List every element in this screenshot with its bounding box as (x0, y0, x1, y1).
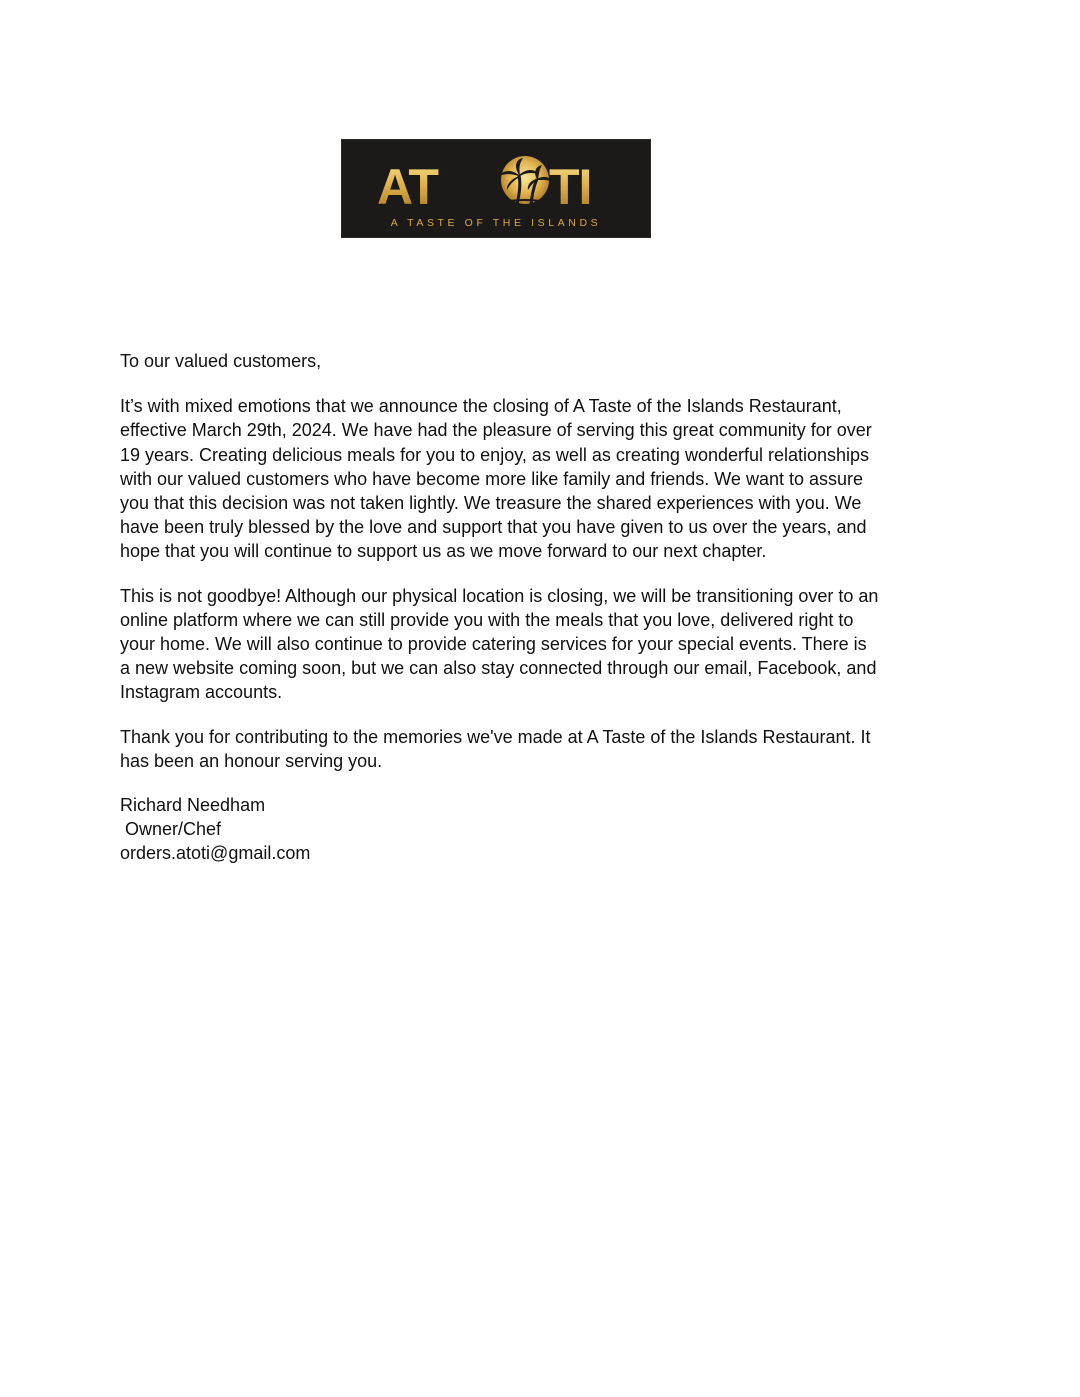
signature-block (120, 793, 880, 866)
signature-email: orders.atoti@gmail.com (120, 843, 311, 864)
signature-title: Owner/Chef (125, 819, 222, 840)
logo-letters-at: AT (377, 159, 438, 215)
letter-paragraph-thank-you: Thank you for contributing to the memories we've made at A Taste of the Islands Restaurant. It has been an honour serving you. (120, 726, 871, 771)
logo-letters-ti: TI (549, 159, 592, 215)
letter-paragraph-closing-announcement: It’s with mixed emotions that we announce the closing of A Taste of the Islands Restaurant, effective March 29th, 2024. We have had the pleasure of serving this great community for over 19 years. Creating delicious meals for you to enjoy, as well as creating wonderful relationships with our valued customers who have become more like family and friends. We want to assure you that this decision was not taken lightly. We treasure the shared experiences with you. We have been truly blessed by the love and support that you have given to us over the years, and hope that you will continue to support us as we move forward to our next chapter. (120, 396, 872, 562)
atoti-logo (341, 139, 651, 238)
signature-name: Richard Needham (120, 795, 266, 816)
atoti-logo-graphic (341, 139, 651, 238)
letter-greeting: To our valued customers, (120, 351, 322, 371)
sun-palm-icon (499, 156, 552, 205)
logo-tagline: A TASTE OF THE ISLANDS (390, 217, 602, 229)
letter-paragraph-online-transition: This is not goodbye! Although our physical location is closing, we will be transitioning over to an online platform where we can still provide you with the meals that you love, delivered right to your home. We will also continue to provide catering services for your special events. There is a new website coming soon, but we can also stay connected through our email, Facebook, and Instagram accounts. (120, 585, 879, 703)
letter-body (120, 349, 880, 866)
